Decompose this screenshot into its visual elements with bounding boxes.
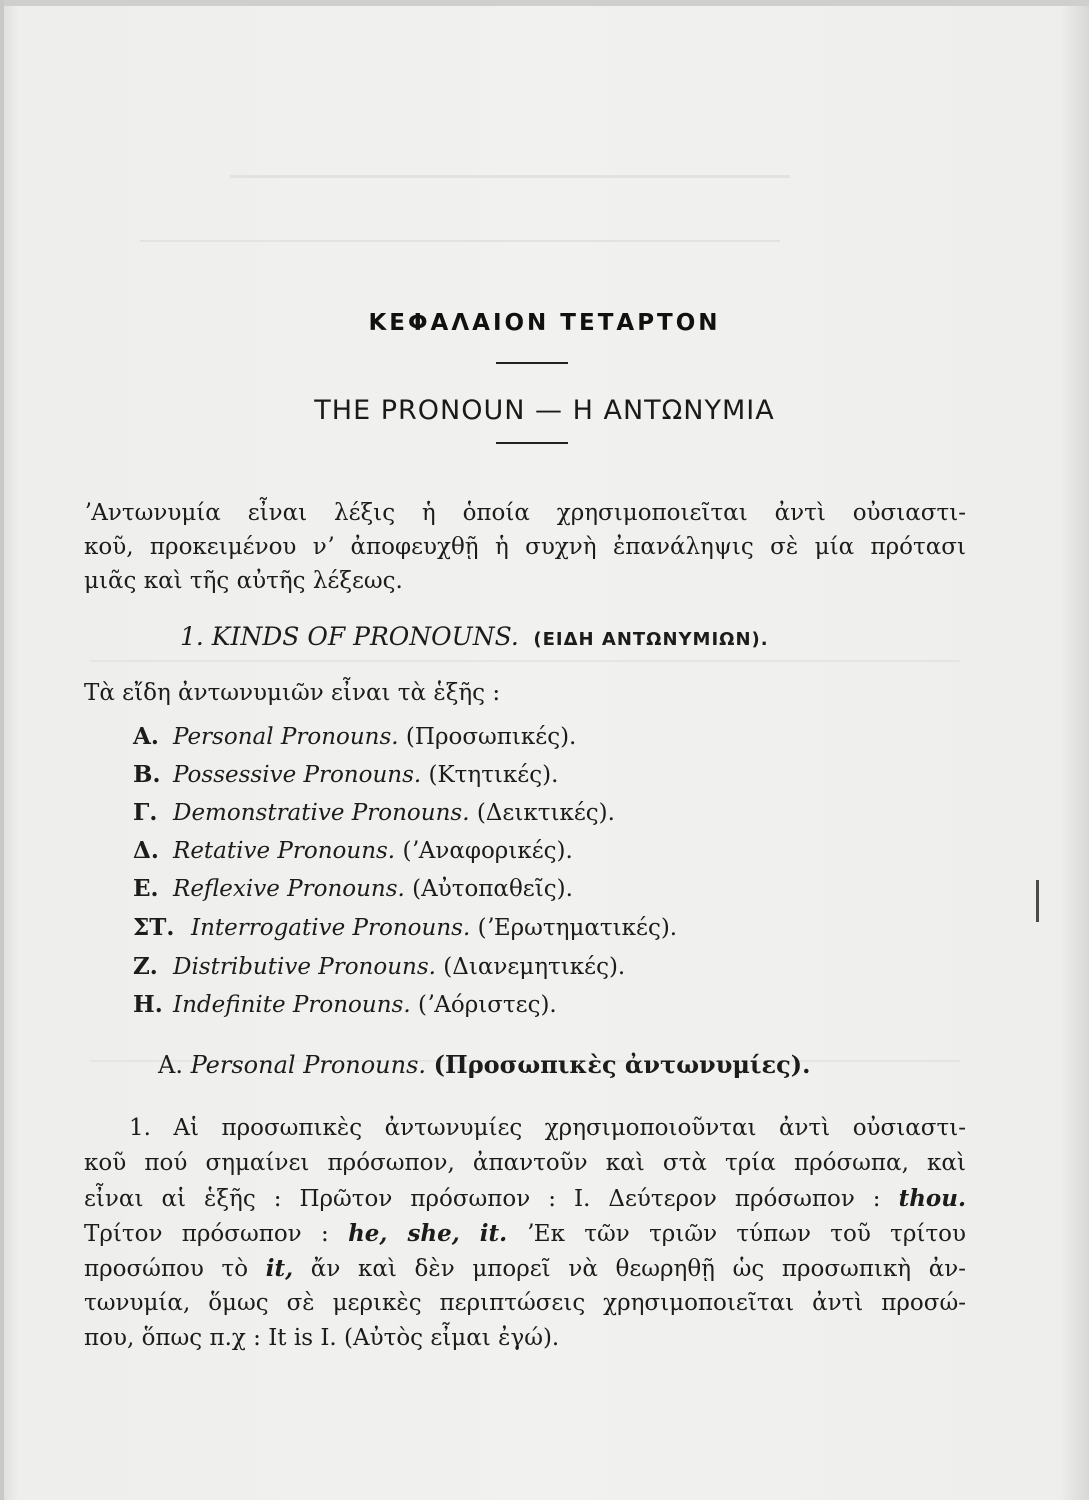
show-through-line [230, 175, 790, 178]
para-text: Τρίτον πρόσωπον : [84, 1221, 329, 1247]
para-line-6: τωνυμία, ὅμως σὲ μερικὲς περιπτώσεις χρησιμοποιεῖται ἀντὶ προσώ- [84, 1290, 966, 1316]
para-line-7: που, ὅπως π.χ : It is I. (Αὐτὸς εἶμαι ἐγώ). [84, 1325, 560, 1351]
list-letter: Ζ. [133, 953, 158, 980]
intro-line-3: μιᾶς καὶ τῆς αὐτῆς λέξεως. [84, 568, 403, 594]
section-greek: (ΕΙΔΗ ΑΝΤΩΝΥΜΙΩΝ). [533, 629, 769, 650]
para-line-1: 1. Αἱ προσωπικὲς ἀντωνυμίες χρησιμοποιοῦνται ἀντὶ οὐσιαστι- [129, 1115, 966, 1141]
para-line-3 [84, 1185, 966, 1212]
list-letter: Α. [133, 723, 159, 750]
page-top-edge [0, 0, 1089, 6]
pronoun-greek: (Δεικτικές). [476, 800, 615, 826]
section-label: 1. KINDS OF PRONOUNS. [180, 622, 519, 651]
pronoun-name: Interrogative Pronouns. [191, 915, 471, 941]
list-letter: Γ. [133, 799, 158, 826]
pronoun-greek: (Διανεμητικές). [443, 954, 626, 980]
para-line-2: κοῦ πού σημαίνει πρόσωπον, ἀπαντοῦν καὶ στὰ τρία πρόσωπα, καὶ [84, 1150, 966, 1176]
chapter-title: ΚΕΦΑΛΑΙΟΝ ΤΕΤΑΡΤΟΝ [368, 310, 721, 336]
list-letter: Δ. [133, 837, 159, 864]
page-title: THE PRONOUN — Η ΑΝΤΩΝΥΜΙΑ [314, 395, 775, 426]
list-item [133, 799, 615, 826]
section-name: Personal Pronouns. [190, 1051, 427, 1079]
pronoun-name: Retative Pronouns. [173, 838, 396, 864]
section-heading-personal [158, 1050, 810, 1079]
pronoun-greek: (ʼΑναφορικές). [402, 838, 573, 864]
list-item [133, 991, 557, 1018]
pronoun-name: Possessive Pronouns. [173, 762, 422, 788]
para-text: ἄν καὶ δὲν μπορεῖ νὰ θεωρηθῇ ὡς προσωπικὴ ἀν- [310, 1256, 967, 1282]
page-left-edge [0, 0, 4, 1500]
section-greek: (Προσωπικὲς ἀντωνυμίες). [433, 1050, 811, 1079]
kinds-intro: Τὰ εἴδη ἀντωνυμιῶν εἶναι τὰ ἑξῆς : [84, 680, 501, 706]
para-term: thou. [898, 1185, 966, 1212]
pronoun-greek: (Προσωπικές). [405, 724, 577, 750]
show-through-line [90, 660, 960, 662]
list-item [133, 914, 677, 941]
intro-line-2: κοῦ, προκειμένου νʼ ἀποφευχθῇ ἡ συχνὴ ἐπανάληψις σὲ μία πρότασι [84, 534, 966, 560]
list-letter: Η. [133, 991, 163, 1018]
pronoun-name: Indefinite Pronouns. [173, 992, 411, 1018]
pronoun-name: Distributive Pronouns. [173, 954, 436, 980]
list-item [133, 723, 576, 750]
para-term: it, [265, 1255, 294, 1282]
margin-mark [1036, 880, 1039, 922]
intro-line-1: ʼΑντωνυμία εἶναι λέξις ἡ ὁποία χρησιμοποιεῖται ἀντὶ οὐσιαστι- [84, 500, 966, 526]
list-letter: ΣΤ. [133, 914, 175, 941]
list-item [133, 953, 625, 980]
para-text: ʼΕκ τῶν τριῶν τύπων τοῦ τρίτου [526, 1221, 966, 1247]
section-heading-kinds [180, 622, 769, 651]
para-text: εἶναι αἱ ἑξῆς : Πρῶτον πρόσωπον : I. Δεύτερον πρόσωπον : [84, 1186, 881, 1212]
list-letter: Ε. [133, 875, 159, 902]
list-item [133, 837, 573, 864]
list-item [133, 875, 573, 902]
section-letter: Α. [158, 1051, 183, 1079]
pronoun-name: Reflexive Pronouns. [173, 876, 405, 902]
pronoun-name: Demonstrative Pronouns. [173, 800, 470, 826]
show-through-line [140, 240, 780, 242]
list-item [133, 761, 558, 788]
pronoun-greek: (ʼΑόριστες). [417, 992, 557, 1018]
pronoun-name: Personal Pronouns. [173, 724, 399, 750]
para-term: he, she, it. [348, 1220, 508, 1247]
pronoun-greek: (ʼΕρωτηματικές). [477, 915, 678, 941]
para-line-5 [84, 1255, 966, 1282]
para-text: προσώπου τὸ [84, 1256, 249, 1282]
pronoun-greek: (Κτητικές). [428, 762, 559, 788]
para-line-4 [84, 1220, 966, 1247]
divider-top [496, 362, 568, 364]
list-letter: Β. [133, 761, 161, 788]
divider-bottom [496, 442, 568, 444]
pronoun-greek: (Αὐτοπαθεῖς). [412, 876, 573, 902]
